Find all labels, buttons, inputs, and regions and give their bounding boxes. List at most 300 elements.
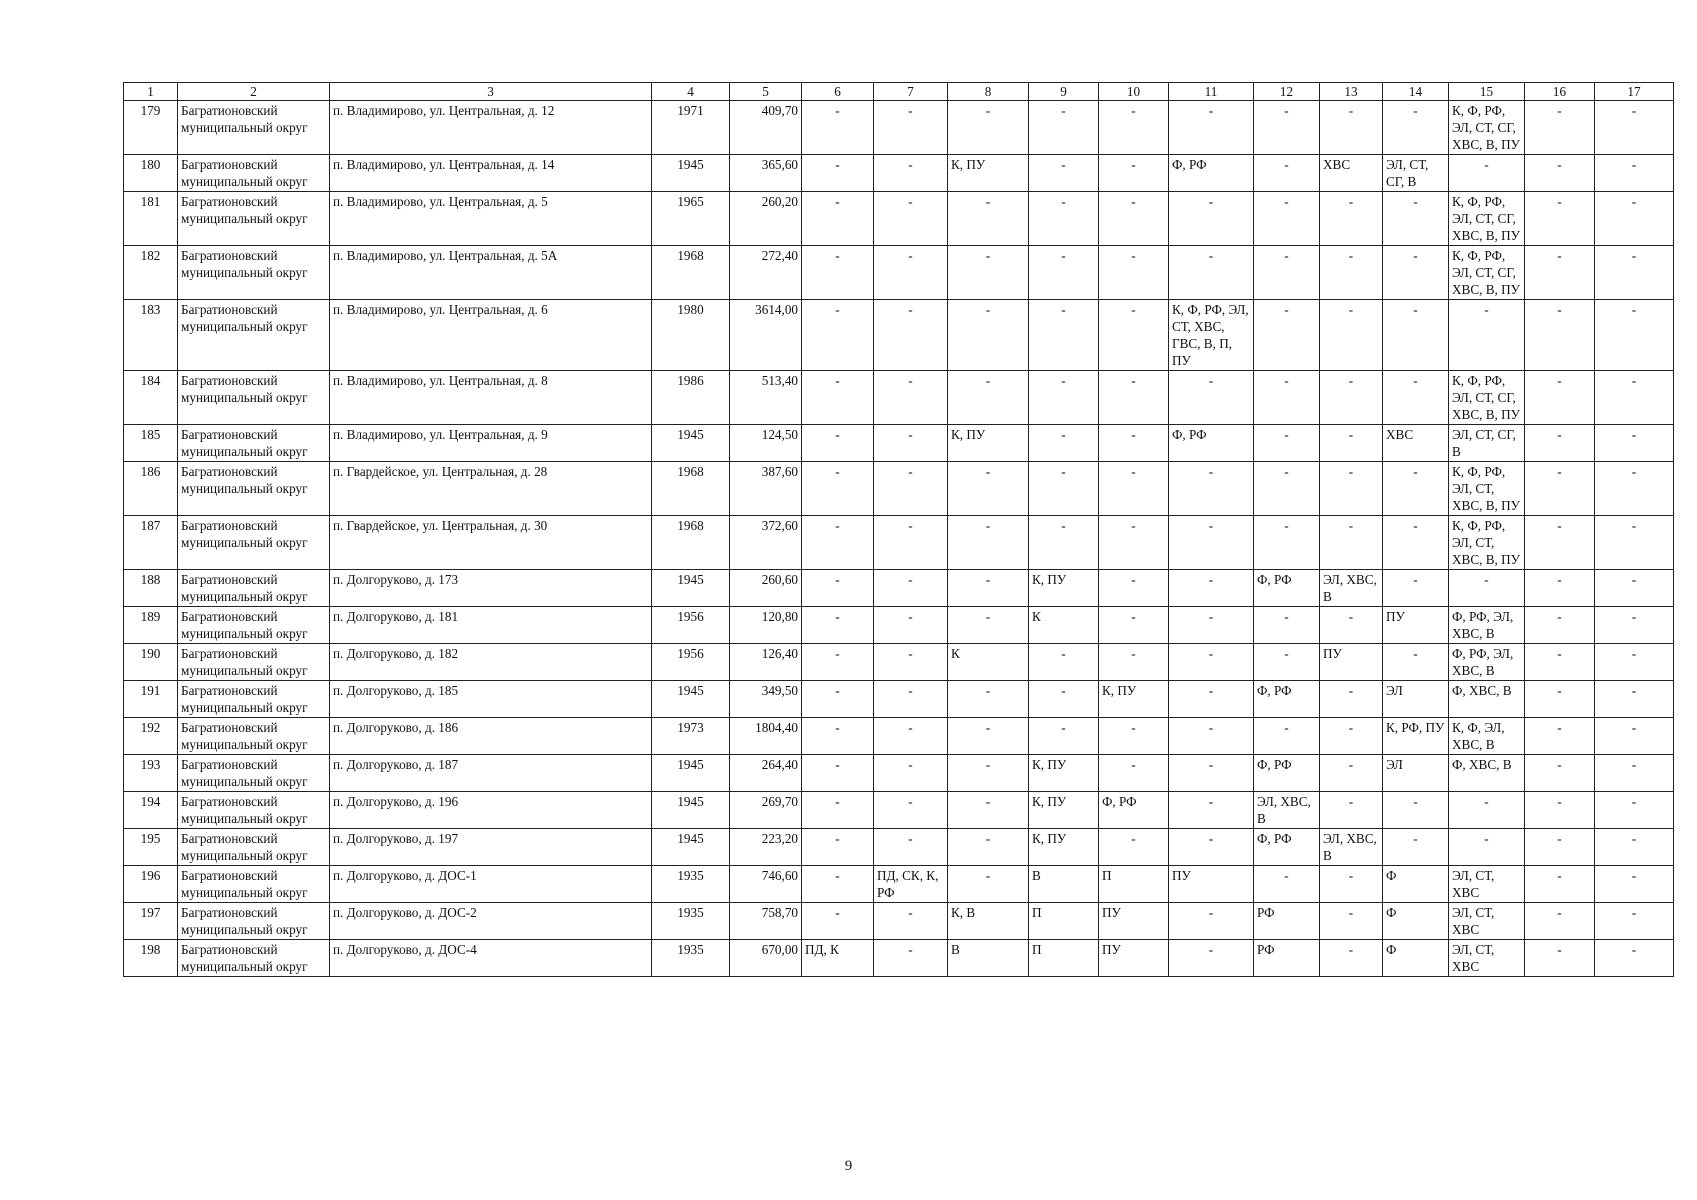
table-cell-col-17: - xyxy=(1595,101,1674,155)
table-cell-col-14: ЭЛ, СТ, СГ, В xyxy=(1383,155,1449,192)
table-cell-col-15: К, Ф, РФ, ЭЛ, СТ, СГ, ХВС, В, ПУ xyxy=(1449,192,1525,246)
table-cell-col-3: п. Долгоруково, д. 173 xyxy=(330,570,652,607)
table-cell-col-10: - xyxy=(1099,101,1169,155)
table-cell-col-10: - xyxy=(1099,300,1169,371)
table-cell-col-7: - xyxy=(874,755,948,792)
table-cell-col-17: - xyxy=(1595,192,1674,246)
table-cell-col-7: - xyxy=(874,246,948,300)
table-cell-col-6: ПД, К xyxy=(802,940,874,977)
table-row xyxy=(124,718,1674,755)
table-cell-col-10: - xyxy=(1099,607,1169,644)
table-cell-col-16: - xyxy=(1525,516,1595,570)
column-header-5: 5 xyxy=(730,83,802,101)
table-cell-col-5: 126,40 xyxy=(730,644,802,681)
table-cell-col-15: - xyxy=(1449,155,1525,192)
table-cell-col-4: 1971 xyxy=(652,101,730,155)
page-number: 9 xyxy=(844,1158,853,1174)
table-cell-col-2: Багратионовский муниципальный округ xyxy=(178,300,330,371)
table-cell-col-16: - xyxy=(1525,607,1595,644)
table-cell-col-9: - xyxy=(1029,681,1099,718)
column-header-2: 2 xyxy=(178,83,330,101)
table-row xyxy=(124,101,1674,155)
table-cell-col-15: - xyxy=(1449,829,1525,866)
table-cell-col-7: - xyxy=(874,644,948,681)
table-row xyxy=(124,425,1674,462)
table-cell-col-7: - xyxy=(874,101,948,155)
table-cell-col-11: - xyxy=(1169,903,1254,940)
table-cell-col-10: - xyxy=(1099,570,1169,607)
table-cell-col-5: 272,40 xyxy=(730,246,802,300)
table-cell-col-7: - xyxy=(874,425,948,462)
table-cell-col-3: п. Долгоруково, д. 181 xyxy=(330,607,652,644)
table-cell-col-6: - xyxy=(802,155,874,192)
table-cell-col-13: - xyxy=(1320,192,1383,246)
table-cell-col-1: 180 xyxy=(124,155,178,192)
table-cell-col-13: ЭЛ, ХВС, В xyxy=(1320,570,1383,607)
column-header-8: 8 xyxy=(948,83,1029,101)
table-cell-col-10: - xyxy=(1099,371,1169,425)
table-cell-col-2: Багратионовский муниципальный округ xyxy=(178,246,330,300)
table-cell-col-4: 1986 xyxy=(652,371,730,425)
table-cell-col-11: - xyxy=(1169,192,1254,246)
table-cell-col-12: РФ xyxy=(1254,940,1320,977)
table-cell-col-8: - xyxy=(948,792,1029,829)
table-cell-col-16: - xyxy=(1525,246,1595,300)
table-cell-col-5: 264,40 xyxy=(730,755,802,792)
table-cell-col-1: 192 xyxy=(124,718,178,755)
table-cell-col-1: 197 xyxy=(124,903,178,940)
table-cell-col-12: - xyxy=(1254,246,1320,300)
table-cell-col-16: - xyxy=(1525,644,1595,681)
table-cell-col-9: - xyxy=(1029,462,1099,516)
table-cell-col-17: - xyxy=(1595,570,1674,607)
table-cell-col-14: ХВС xyxy=(1383,425,1449,462)
table-cell-col-7: ПД, СК, К, РФ xyxy=(874,866,948,903)
table-cell-col-7: - xyxy=(874,940,948,977)
table-row xyxy=(124,829,1674,866)
table-cell-col-4: 1945 xyxy=(652,570,730,607)
column-header-3: 3 xyxy=(330,83,652,101)
table-cell-col-11: - xyxy=(1169,755,1254,792)
table-cell-col-3: п. Гвардейское, ул. Центральная, д. 28 xyxy=(330,462,652,516)
table-cell-col-10: - xyxy=(1099,155,1169,192)
table-cell-col-11: - xyxy=(1169,570,1254,607)
table-cell-col-14: К, РФ, ПУ xyxy=(1383,718,1449,755)
table-cell-col-12: ЭЛ, ХВС, В xyxy=(1254,792,1320,829)
table-cell-col-12: - xyxy=(1254,516,1320,570)
table-row xyxy=(124,792,1674,829)
table-cell-col-8: - xyxy=(948,300,1029,371)
table-cell-col-9: - xyxy=(1029,371,1099,425)
table-cell-col-17: - xyxy=(1595,718,1674,755)
table-cell-col-3: п. Долгоруково, д. 196 xyxy=(330,792,652,829)
table-cell-col-16: - xyxy=(1525,792,1595,829)
table-cell-col-2: Багратионовский муниципальный округ xyxy=(178,570,330,607)
table-cell-col-13: - xyxy=(1320,371,1383,425)
table-cell-col-5: 758,70 xyxy=(730,903,802,940)
table-cell-col-3: п. Долгоруково, д. 182 xyxy=(330,644,652,681)
table-cell-col-16: - xyxy=(1525,829,1595,866)
table-cell-col-5: 223,20 xyxy=(730,829,802,866)
table-cell-col-11: - xyxy=(1169,940,1254,977)
table-cell-col-13: - xyxy=(1320,300,1383,371)
table-cell-col-17: - xyxy=(1595,903,1674,940)
table-cell-col-15: - xyxy=(1449,792,1525,829)
table-cell-col-5: 1804,40 xyxy=(730,718,802,755)
table-cell-col-6: - xyxy=(802,607,874,644)
table-cell-col-14: ЭЛ xyxy=(1383,755,1449,792)
table-cell-col-6: - xyxy=(802,570,874,607)
table-cell-col-6: - xyxy=(802,300,874,371)
table-cell-col-13: - xyxy=(1320,246,1383,300)
table-cell-col-9: П xyxy=(1029,940,1099,977)
table-cell-col-10: - xyxy=(1099,425,1169,462)
table-cell-col-1: 184 xyxy=(124,371,178,425)
table-cell-col-15: К, Ф, РФ, ЭЛ, СТ, СГ, ХВС, В, ПУ xyxy=(1449,371,1525,425)
table-cell-col-8: К, ПУ xyxy=(948,155,1029,192)
table-cell-col-1: 186 xyxy=(124,462,178,516)
table-cell-col-9: К, ПУ xyxy=(1029,755,1099,792)
table-cell-col-15: Ф, ХВС, В xyxy=(1449,681,1525,718)
table-cell-col-5: 670,00 xyxy=(730,940,802,977)
table-cell-col-9: - xyxy=(1029,192,1099,246)
table-cell-col-12: - xyxy=(1254,155,1320,192)
table-cell-col-13: - xyxy=(1320,425,1383,462)
table-cell-col-7: - xyxy=(874,607,948,644)
table-cell-col-11: - xyxy=(1169,371,1254,425)
table-cell-col-10: - xyxy=(1099,718,1169,755)
table-cell-col-2: Багратионовский муниципальный округ xyxy=(178,101,330,155)
table-cell-col-10: ПУ xyxy=(1099,903,1169,940)
table-cell-col-1: 182 xyxy=(124,246,178,300)
table-cell-col-17: - xyxy=(1595,371,1674,425)
table-cell-col-1: 181 xyxy=(124,192,178,246)
table-cell-col-2: Багратионовский муниципальный округ xyxy=(178,644,330,681)
table-cell-col-2: Багратионовский муниципальный округ xyxy=(178,607,330,644)
table-cell-col-3: п. Долгоруково, д. ДОС-2 xyxy=(330,903,652,940)
table-cell-col-6: - xyxy=(802,718,874,755)
table-cell-col-16: - xyxy=(1525,755,1595,792)
table-cell-col-11: - xyxy=(1169,681,1254,718)
table-cell-col-13: ХВС xyxy=(1320,155,1383,192)
table-cell-col-7: - xyxy=(874,300,948,371)
table-cell-col-2: Багратионовский муниципальный округ xyxy=(178,425,330,462)
table-cell-col-12: Ф, РФ xyxy=(1254,755,1320,792)
table-cell-col-11: - xyxy=(1169,246,1254,300)
table-cell-col-7: - xyxy=(874,462,948,516)
table-cell-col-5: 372,60 xyxy=(730,516,802,570)
table-cell-col-2: Багратионовский муниципальный округ xyxy=(178,903,330,940)
table-cell-col-4: 1935 xyxy=(652,903,730,940)
table-cell-col-5: 260,20 xyxy=(730,192,802,246)
table-cell-col-17: - xyxy=(1595,300,1674,371)
table-cell-col-13: - xyxy=(1320,755,1383,792)
table-cell-col-15: Ф, ХВС, В xyxy=(1449,755,1525,792)
table-cell-col-4: 1968 xyxy=(652,516,730,570)
table-cell-col-14: ЭЛ xyxy=(1383,681,1449,718)
table-cell-col-14: - xyxy=(1383,516,1449,570)
table-cell-col-6: - xyxy=(802,681,874,718)
table-cell-col-11: К, Ф, РФ, ЭЛ, СТ, ХВС, ГВС, В, П, ПУ xyxy=(1169,300,1254,371)
table-row xyxy=(124,755,1674,792)
column-header-13: 13 xyxy=(1320,83,1383,101)
table-cell-col-14: - xyxy=(1383,829,1449,866)
column-number-row xyxy=(124,83,1674,101)
table-cell-col-14: - xyxy=(1383,101,1449,155)
table-cell-col-3: п. Гвардейское, ул. Центральная, д. 30 xyxy=(330,516,652,570)
table-cell-col-11: ПУ xyxy=(1169,866,1254,903)
table-cell-col-17: - xyxy=(1595,516,1674,570)
table-cell-col-17: - xyxy=(1595,425,1674,462)
table-cell-col-12: - xyxy=(1254,462,1320,516)
table-cell-col-8: - xyxy=(948,681,1029,718)
table-cell-col-1: 185 xyxy=(124,425,178,462)
table-cell-col-10: К, ПУ xyxy=(1099,681,1169,718)
table-cell-col-15: Ф, РФ, ЭЛ, ХВС, В xyxy=(1449,607,1525,644)
table-cell-col-5: 120,80 xyxy=(730,607,802,644)
column-header-11: 11 xyxy=(1169,83,1254,101)
column-header-17: 17 xyxy=(1595,83,1674,101)
table-cell-col-14: - xyxy=(1383,371,1449,425)
table-cell-col-14: - xyxy=(1383,644,1449,681)
table-cell-col-6: - xyxy=(802,371,874,425)
table-cell-col-15: - xyxy=(1449,570,1525,607)
table-cell-col-16: - xyxy=(1525,866,1595,903)
table-cell-col-9: К xyxy=(1029,607,1099,644)
table-cell-col-12: - xyxy=(1254,644,1320,681)
table-cell-col-13: - xyxy=(1320,462,1383,516)
table-cell-col-1: 194 xyxy=(124,792,178,829)
table-cell-col-13: - xyxy=(1320,516,1383,570)
table-cell-col-3: п. Владимирово, ул. Центральная, д. 5А xyxy=(330,246,652,300)
table-cell-col-2: Багратионовский муниципальный округ xyxy=(178,792,330,829)
table-cell-col-1: 187 xyxy=(124,516,178,570)
table-cell-col-13: - xyxy=(1320,903,1383,940)
table-cell-col-16: - xyxy=(1525,570,1595,607)
table-cell-col-8: - xyxy=(948,246,1029,300)
table-cell-col-12: - xyxy=(1254,425,1320,462)
table-row xyxy=(124,246,1674,300)
table-cell-col-15: ЭЛ, СТ, ХВС xyxy=(1449,903,1525,940)
table-cell-col-14: - xyxy=(1383,192,1449,246)
table-cell-col-10: П xyxy=(1099,866,1169,903)
table-cell-col-12: - xyxy=(1254,607,1320,644)
table-cell-col-13: ПУ xyxy=(1320,644,1383,681)
table-cell-col-2: Багратионовский муниципальный округ xyxy=(178,755,330,792)
table-cell-col-8: - xyxy=(948,371,1029,425)
table-cell-col-5: 365,60 xyxy=(730,155,802,192)
table-cell-col-9: - xyxy=(1029,516,1099,570)
table-cell-col-16: - xyxy=(1525,155,1595,192)
table-cell-col-7: - xyxy=(874,371,948,425)
column-header-6: 6 xyxy=(802,83,874,101)
table-cell-col-9: В xyxy=(1029,866,1099,903)
column-header-4: 4 xyxy=(652,83,730,101)
table-cell-col-17: - xyxy=(1595,246,1674,300)
table-cell-col-4: 1968 xyxy=(652,462,730,516)
table-row xyxy=(124,940,1674,977)
table-cell-col-14: - xyxy=(1383,570,1449,607)
table-cell-col-14: - xyxy=(1383,246,1449,300)
column-header-7: 7 xyxy=(874,83,948,101)
table-cell-col-8: - xyxy=(948,570,1029,607)
table-cell-col-4: 1965 xyxy=(652,192,730,246)
table-cell-col-1: 179 xyxy=(124,101,178,155)
table-cell-col-17: - xyxy=(1595,829,1674,866)
table-cell-col-8: - xyxy=(948,866,1029,903)
table-cell-col-13: ЭЛ, ХВС, В xyxy=(1320,829,1383,866)
table-cell-col-5: 513,40 xyxy=(730,371,802,425)
table-cell-col-1: 189 xyxy=(124,607,178,644)
table-cell-col-17: - xyxy=(1595,681,1674,718)
table-cell-col-10: - xyxy=(1099,462,1169,516)
table-cell-col-9: - xyxy=(1029,155,1099,192)
table-cell-col-16: - xyxy=(1525,903,1595,940)
table-cell-col-3: п. Долгоруково, д. ДОС-4 xyxy=(330,940,652,977)
table-cell-col-12: - xyxy=(1254,718,1320,755)
housing-table xyxy=(123,82,1674,977)
table-cell-col-1: 183 xyxy=(124,300,178,371)
table-cell-col-5: 3614,00 xyxy=(730,300,802,371)
table-row xyxy=(124,570,1674,607)
table-cell-col-3: п. Владимирово, ул. Центральная, д. 9 xyxy=(330,425,652,462)
table-cell-col-11: - xyxy=(1169,101,1254,155)
table-cell-col-3: п. Владимирово, ул. Центральная, д. 12 xyxy=(330,101,652,155)
table-cell-col-13: - xyxy=(1320,607,1383,644)
table-cell-col-3: п. Долгоруково, д. 187 xyxy=(330,755,652,792)
table-cell-col-16: - xyxy=(1525,718,1595,755)
table-row xyxy=(124,155,1674,192)
table-cell-col-7: - xyxy=(874,903,948,940)
table-cell-col-12: - xyxy=(1254,866,1320,903)
table-cell-col-13: - xyxy=(1320,681,1383,718)
table-cell-col-2: Багратионовский муниципальный округ xyxy=(178,516,330,570)
table-cell-col-15: К, Ф, РФ, ЭЛ, СТ, ХВС, В, ПУ xyxy=(1449,462,1525,516)
column-header-14: 14 xyxy=(1383,83,1449,101)
table-cell-col-4: 1945 xyxy=(652,155,730,192)
table-cell-col-10: - xyxy=(1099,246,1169,300)
table-cell-col-12: - xyxy=(1254,101,1320,155)
table-cell-col-8: К, ПУ xyxy=(948,425,1029,462)
table-cell-col-16: - xyxy=(1525,425,1595,462)
table-cell-col-2: Багратионовский муниципальный округ xyxy=(178,866,330,903)
table-cell-col-6: - xyxy=(802,755,874,792)
table-cell-col-4: 1973 xyxy=(652,718,730,755)
table-row xyxy=(124,516,1674,570)
table-cell-col-13: - xyxy=(1320,101,1383,155)
table-row xyxy=(124,903,1674,940)
table-cell-col-1: 188 xyxy=(124,570,178,607)
table-cell-col-17: - xyxy=(1595,792,1674,829)
table-cell-col-9: П xyxy=(1029,903,1099,940)
table-cell-col-3: п. Владимирово, ул. Центральная, д. 6 xyxy=(330,300,652,371)
table-cell-col-14: Ф xyxy=(1383,940,1449,977)
table-cell-col-3: п. Долгоруково, д. 185 xyxy=(330,681,652,718)
table-cell-col-13: - xyxy=(1320,718,1383,755)
table-cell-col-8: - xyxy=(948,607,1029,644)
table-cell-col-6: - xyxy=(802,101,874,155)
table-cell-col-2: Багратионовский муниципальный округ xyxy=(178,681,330,718)
table-cell-col-16: - xyxy=(1525,192,1595,246)
table-cell-col-8: В xyxy=(948,940,1029,977)
table-cell-col-15: К, Ф, ЭЛ, ХВС, В xyxy=(1449,718,1525,755)
table-cell-col-3: п. Долгоруково, д. ДОС-1 xyxy=(330,866,652,903)
table-cell-col-13: - xyxy=(1320,940,1383,977)
table-cell-col-8: - xyxy=(948,192,1029,246)
table-cell-col-11: - xyxy=(1169,718,1254,755)
table-cell-col-6: - xyxy=(802,425,874,462)
table-cell-col-3: п. Владимирово, ул. Центральная, д. 5 xyxy=(330,192,652,246)
table-cell-col-14: - xyxy=(1383,300,1449,371)
table-cell-col-3: п. Владимирово, ул. Центральная, д. 14 xyxy=(330,155,652,192)
table-cell-col-8: К, В xyxy=(948,903,1029,940)
table-cell-col-12: Ф, РФ xyxy=(1254,570,1320,607)
column-header-16: 16 xyxy=(1525,83,1595,101)
table-cell-col-4: 1980 xyxy=(652,300,730,371)
table-cell-col-9: К, ПУ xyxy=(1029,829,1099,866)
table-cell-col-6: - xyxy=(802,516,874,570)
table-cell-col-14: ПУ xyxy=(1383,607,1449,644)
table-cell-col-10: - xyxy=(1099,516,1169,570)
table-cell-col-4: 1956 xyxy=(652,644,730,681)
column-header-15: 15 xyxy=(1449,83,1525,101)
table-cell-col-1: 193 xyxy=(124,755,178,792)
table-cell-col-12: - xyxy=(1254,371,1320,425)
table-cell-col-8: К xyxy=(948,644,1029,681)
table-cell-col-16: - xyxy=(1525,371,1595,425)
table-row xyxy=(124,681,1674,718)
table-cell-col-6: - xyxy=(802,462,874,516)
table-cell-col-16: - xyxy=(1525,300,1595,371)
table-cell-col-3: п. Владимирово, ул. Центральная, д. 8 xyxy=(330,371,652,425)
column-header-10: 10 xyxy=(1099,83,1169,101)
table-cell-col-1: 190 xyxy=(124,644,178,681)
table-row xyxy=(124,462,1674,516)
table-cell-col-17: - xyxy=(1595,940,1674,977)
table-cell-col-15: К, Ф, РФ, ЭЛ, СТ, СГ, ХВС, В, ПУ xyxy=(1449,101,1525,155)
table-cell-col-2: Багратионовский муниципальный округ xyxy=(178,462,330,516)
table-cell-col-17: - xyxy=(1595,607,1674,644)
table-cell-col-12: Ф, РФ xyxy=(1254,681,1320,718)
table-cell-col-2: Багратионовский муниципальный округ xyxy=(178,829,330,866)
table-cell-col-11: Ф, РФ xyxy=(1169,425,1254,462)
table-cell-col-6: - xyxy=(802,903,874,940)
table-row xyxy=(124,644,1674,681)
table-cell-col-3: п. Долгоруково, д. 186 xyxy=(330,718,652,755)
table-cell-col-14: - xyxy=(1383,462,1449,516)
table-cell-col-17: - xyxy=(1595,866,1674,903)
table-cell-col-10: - xyxy=(1099,829,1169,866)
table-cell-col-16: - xyxy=(1525,462,1595,516)
table-cell-col-17: - xyxy=(1595,755,1674,792)
table-cell-col-15: К, Ф, РФ, ЭЛ, СТ, ХВС, В, ПУ xyxy=(1449,516,1525,570)
table-cell-col-5: 349,50 xyxy=(730,681,802,718)
table-cell-col-13: - xyxy=(1320,792,1383,829)
table-cell-col-4: 1956 xyxy=(652,607,730,644)
table-cell-col-6: - xyxy=(802,192,874,246)
table-cell-col-8: - xyxy=(948,462,1029,516)
table-cell-col-2: Багратионовский муниципальный округ xyxy=(178,718,330,755)
table-cell-col-10: - xyxy=(1099,192,1169,246)
table-cell-col-16: - xyxy=(1525,940,1595,977)
column-header-12: 12 xyxy=(1254,83,1320,101)
table-cell-col-7: - xyxy=(874,570,948,607)
table-cell-col-10: ПУ xyxy=(1099,940,1169,977)
table-cell-col-11: - xyxy=(1169,516,1254,570)
table-cell-col-4: 1935 xyxy=(652,940,730,977)
table-cell-col-2: Багратионовский муниципальный округ xyxy=(178,371,330,425)
table-cell-col-14: Ф xyxy=(1383,903,1449,940)
